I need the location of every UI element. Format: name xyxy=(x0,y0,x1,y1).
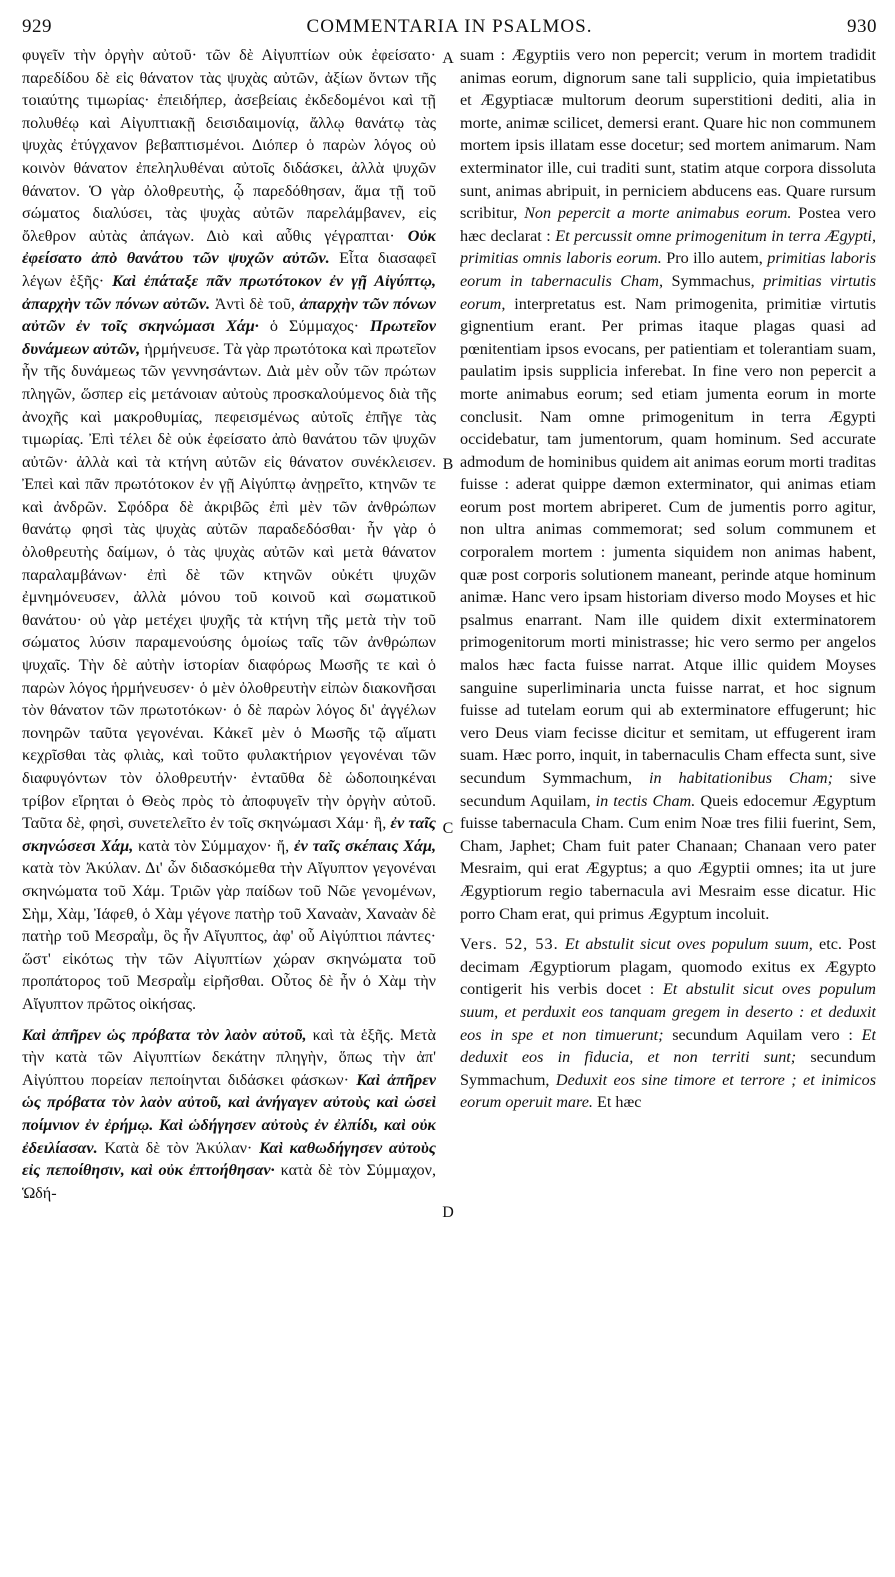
section-marker-a: A xyxy=(442,50,454,67)
latin-text: Et hæc xyxy=(596,1093,642,1112)
greek-column xyxy=(22,44,436,1564)
greek-quote: Πρωτεῖον δυνάμεων αὐτῶν, xyxy=(22,317,436,358)
greek-text: ὁ Σύμμαχος· xyxy=(269,317,359,336)
latin-quote: Et percussit omne primogenitum in terra Ægypti, primitias omnis laboris eorum. xyxy=(460,226,876,268)
running-header xyxy=(22,16,877,42)
greek-paragraph xyxy=(22,1024,436,1205)
greek-quote: ἐν ταῖς σκέπαις Χάμ, xyxy=(293,836,436,855)
section-markers xyxy=(438,44,458,1564)
latin-quote: Et deduxit eos in fiducia, et non territi sunt; xyxy=(460,1025,876,1067)
latin-quote: Et abstulit sicut oves populum suum, xyxy=(564,935,813,954)
greek-quote: Καὶ ἐπάταξε πᾶν πρωτότοκον ἐν γῇ Αἰγύπτῳ, ἀπαρχὴν τῶν πόνων αὐτῶν. xyxy=(22,271,436,313)
greek-text: φυγεῖν τὴν ὀργὴν αὐτοῦ· τῶν δὲ Αἰγυπτίων οὐκ ἐφείσατο· παρεδίδου δὲ εἰς θάνατον τὰς ψυχὰς αὐτῶν, ἀξίων ὄντων τῆς τοιαύτης τιμωρίας· ἐπειδήπερ, ἀσεβείαις ἐκδεδομένοι καὶ τῇ πολυθέῳ καὶ Αἰγυπτιακῇ δεισιδαιμονίᾳ, ἄλλῳ θανάτῳ τὰς ψυχὰς ἐτύγχανον βεβαπτισμένοι. Διόπερ ὁ παρὼν λόγος οὐ κοινὸν θάνατον ἐπεληλυθέναι αὐτοῖς διδάσκει, ἀλλὰ ψυχῶν θάνατον. Ὁ γὰρ ὀλοθρευτὴς, ᾧ παρεδόθησαν, ἅμα τῇ τοῦ σώματος διαλύσει, τὰς ψυχὰς αὐτῶν παρελάμβανεν, εἰς ὄλεθρον αὐτὰς ἀπάγων. Διὸ καὶ αὖθις γέγραπται· xyxy=(22,46,436,245)
latin-text: secundum Symmachum, xyxy=(460,1048,876,1089)
latin-quote: in tectis Cham. xyxy=(595,791,696,810)
section-marker-b: B xyxy=(442,456,454,473)
page-number-right: 930 xyxy=(847,16,877,37)
latin-text: etc. Post decimam Ægyptiorum plagam, quomodo exitus ex Ægypto contigerit his verbis docet : xyxy=(460,935,876,999)
greek-text: καὶ τὰ ἑξῆς. Μετὰ τὴν κατὰ τῶν Αἰγυπτίων δεκάτην πληγὴν, ὅπως τὴν ἀπ' Αἰγύπτου πορείαν πεποίηνται διδάσκει φάσκων· xyxy=(22,1025,436,1089)
greek-text: Ἀντὶ δὲ τοῦ, xyxy=(214,294,295,313)
latin-text: Symmachus, xyxy=(671,271,755,290)
greek-text: κατὰ δὲ τὸν Σύμμαχον, Ὡδή- xyxy=(22,1161,436,1202)
greek-quote: Καὶ καθωδήγησεν αὐτοὺς εἰς πεποίθησιν, καὶ οὐκ ἐπτοήθησαν· xyxy=(22,1138,436,1180)
latin-paragraph xyxy=(460,933,876,1114)
greek-paragraph xyxy=(22,44,436,1016)
running-title: COMMENTARIA IN PSALMOS. xyxy=(306,16,593,37)
latin-text: sive secundum Aquilam, xyxy=(460,769,876,810)
greek-quote: Οὐκ ἐφείσατο ἀπὸ θανάτου τῶν ψυχῶν αὐτῶν. xyxy=(22,226,436,268)
greek-quote: ἀπαρχὴν τῶν πόνων αὐτῶν ἐν τοῖς σκηνώμασι Χάμ· xyxy=(22,294,436,336)
greek-text: κατὰ τὸν Ἀκύλαν. Δι' ὧν διδασκόμεθα τὴν Αἴγυπτον γεγονέναι σκηνώματα τοῦ Χάμ. Τριῶν γὰρ παίδων τοῦ Νῶε γενομένων, Σὴμ, Χὰμ, Ἰάφεθ, ὁ Χὰμ γέγονε πατὴρ τοῦ Χαναὰν, Χαναὰν δὲ πατὴρ τοῦ Μεσραῒμ, ὃς ἦν Αἴγυπτος, ἀφ' οὗ Αἰγύπτιοι πάντες· ὥστ' εἰκότως τὴν τῶν Αἰγυπτίων χώραν σκηνώματα τοῦ προπάτορος τοῦ Μεσραῒμ εἰρῆσθαι. Οὗτος δὲ ἦν ὁ Χὰμ τὴν Αἴγυπτον πρῶτος οἰκήσας. xyxy=(22,859,436,1013)
verse-label: Vers. 52, 53. xyxy=(460,935,559,954)
greek-text: Κατὰ δὲ τὸν Ἀκύλαν· xyxy=(104,1138,253,1157)
section-marker-d: D xyxy=(442,1204,454,1221)
latin-quote: in habitationibus Cham; xyxy=(648,769,833,787)
greek-text: ἡρμήνευσε. Τὰ γὰρ πρωτότοκα καὶ πρωτεῖον ἦν τῆς δυνάμεως τῶν γεννησάντων. Διὰ μὲν οὖν τῶν πρώτων πληγῶν, ὥσπερ εἰς μετάνοιαν αὐτοὺς προσκαλούμενος διὰ τῆς ἀνοχῆς καὶ μακροθυμίας, πεφεισμένως αὐτοῖς ἐπῆγε τὰς τιμωρίας. Ἐπὶ τέλει δὲ οὐκ ἐφείσατο ἀπὸ θανάτου τῶν ψυχῶν αὐτῶν· ἀλλὰ καὶ τὰ κτήνη αὐτῶν εἰς θάνατον συνέκλεισεν. Ἐπεὶ καὶ πᾶν πρωτότοκον ἐν γῇ Αἰγύπτῳ ἀνῃρεῖτο, κτηνῶν τε καὶ ἀνδρῶν. Σφόδρα δὲ ἀκριβῶς ἐπὶ μὲν τῶν ἀνθρώπων θανάτῳ φησὶ τὰς ψυχὰς αὐτῶν παραδεδόσθαι· ἦν γὰρ ὁ ὀλοθρευτὴς δαίμων, ὁ τὰς ψυχὰς αὐτῶν καὶ μετὰ θάνατον παραλαμβάνων· ἐπὶ δὲ τῶν κτηνῶν οὐκέτι ψυχῶν ἐμνημόνευσεν, ἀλλὰ μόνου τοῦ κοινοῦ καὶ σωματικοῦ θανάτου· οὐ γὰρ μετέχει ψυχῆς τὰ κτήνη τῆς μετὰ τὴν τοῦ σώματος λύσιν παραμενούσης ὁμοίως ταῖς τῶν ἀνθρώπων ψυχαῖς. Τὴν δὲ αὐτὴν ἱστορίαν διαφόρως Μωσῆς τε καὶ ὁ παρὼν λόγος ἡρμήνευσεν· ὁ μὲν ὀλοθρευτὴν εἰπὼν διακονῆσαι τὸν θάνατον τῶν πρωτοτόκων· ὁ δὲ παρὼν λόγος δι' ἀγγέλων πονηρῶν ταῦτα γεγονέναι. Κἀκεῖ μὲν ὁ Μωσῆς τῷ αἵματι κεχρῖσθαι τὰς φλιὰς, καὶ τοῦτο φυλακτήριον γεγονέναι τῶν διαφυγόντων τὸν ὀλοθρευτήν· ἐνταῦθα δὲ ὡδοποιηκέναι τρίβον εἴρηται ὁ Θεὸς πρὸς τὸ ἀποφυγεῖν τὴν ὀργὴν αὐτοῦ. Ταῦτα δὲ, φησὶ, συνετελεῖτο ἐν τοῖς σκηνώμασι Χάμ· ἢ, xyxy=(22,339,436,833)
latin-quote: primitias virtutis eorum, xyxy=(460,271,876,313)
latin-text: Queis edocemur Ægyptum fuisse tabernacula Cham. Cum enim Noæ tres filii fuerint, Sem, Cham, Japhet; Cham fuit pater Chanaan; Chanaan vero pater Mesraim, qui erat Ægyptus; a quo Ægyptii omnes; ita ut jure Ægyptiorum regio tabernacula avi Mesraim esse dicatur. Hic porro Cham erat, qui primus Ægyptum incoluit. xyxy=(460,791,876,923)
latin-text: Pro illo autem, xyxy=(666,249,763,268)
greek-text: κατὰ τὸν Σύμμαχον· ἤ, xyxy=(138,836,290,855)
latin-quote: primitias laboris eorum in tabernaculis Cham, xyxy=(460,249,876,290)
section-marker-c: C xyxy=(442,820,454,837)
latin-paragraph xyxy=(460,44,876,925)
latin-quote: Et abstulit sicut oves populum suum, et perduxit eos tanquam gregem in deserto : et deduxit eos in spe et non timuerunt; xyxy=(460,980,876,1044)
latin-quote: Non pepercit a morte animabus eorum. xyxy=(524,204,792,223)
latin-text: secundum Aquilam vero : xyxy=(672,1025,853,1044)
greek-text: Εἶτα διασαφεῖ λέγων ἑξῆς· xyxy=(22,249,436,290)
latin-text: Postea vero hæc declarat : xyxy=(460,204,876,245)
latin-text: suam : Ægyptiis vero non pepercit; verum in mortem tradidit animas eorum, dignorum sane tali supplicio, quia impietatibus et Ægyptiacæ multorum deorum superstitioni dediti, alia in morte, animæ scilicet, demersi erant. Quare hic non communem mortem ipsis illatam esse docetur; sed mortem animarum. Nam exterminator ille, cui traditi sunt, statim atque corpora dissoluta sunt, animas abripuit, in perniciem abducens eas. Quare rursum scribitur, xyxy=(460,46,876,223)
latin-quote: Deduxit eos sine timore et terrore ; et inimicos eorum operuit mare. xyxy=(460,1070,876,1112)
greek-quote: ἐν ταῖς σκηνώσεσι Χάμ, xyxy=(22,814,436,855)
latin-column xyxy=(460,44,876,1564)
page-number-left: 929 xyxy=(22,16,52,37)
latin-text: interpretatus est. Nam primogenita, primitiæ virtutis gignentium erant. Per primas itaque plagas quasi ad pœnitentiam ipsos evocans, per patientiam et tolerantiam suam, paulatim ipsis supplicia inferebat. In fine vero non pepercit a morte animabus eorum; sed etiam jumenta eorum in morte conclusit. Nam omne primogenitum in terra Ægypti occidebatur, tam jumentorum, quam hominum. Sed accurate admodum de hominibus quidem ait animas eorum morti traditas fuisse : aderat quippe dæmon exterminator, qui animas etiam eorum post mortem abriperet. Cum de jumentis porro agitur, non ultra animas commemorat; sed solum communem et corporalem mortem : jumenta siquidem non animas habent, quæ post corporis solutionem maneant, perinde atque hominum animæ. Hanc vero ipsam historiam diverso modo Moyses et hic psalmus enarrant. Nam ille quidem dixit exterminatorem primogenitorum morti ministrasse; hic vero sermo per angelos malos hæc facta fuisse narrat. Atque illic quidem Moyses sanguine superliminaria uncta fuisse narrat, et hoc signum fuisse ad tutelam eorum qui ab exterminatore effugerunt; hic vero Deus viam fecisse dicitur et semitam, ut effugerent iram suam. Hæc porro, inquit, in tabernaculis Cham effecta sunt, sive secundum Symmachum, xyxy=(460,294,876,787)
greek-quote: Καὶ ἀπῆρεν ὡς πρόβατα τὸν λαὸν αὐτοῦ, xyxy=(22,1025,307,1044)
greek-quote: Καὶ ἀπῆρεν ὡς πρόβατα τὸν λαὸν αὐτοῦ, καὶ ἀνήγαγεν αὐτοὺς καὶ ὡσεὶ ποίμνιον ἐν ἐρήμῳ. Καὶ ὡδήγησεν αὐτοὺς ἐν ἐλπίδι, καὶ οὐκ ἐδειλίασαν. xyxy=(22,1070,436,1157)
